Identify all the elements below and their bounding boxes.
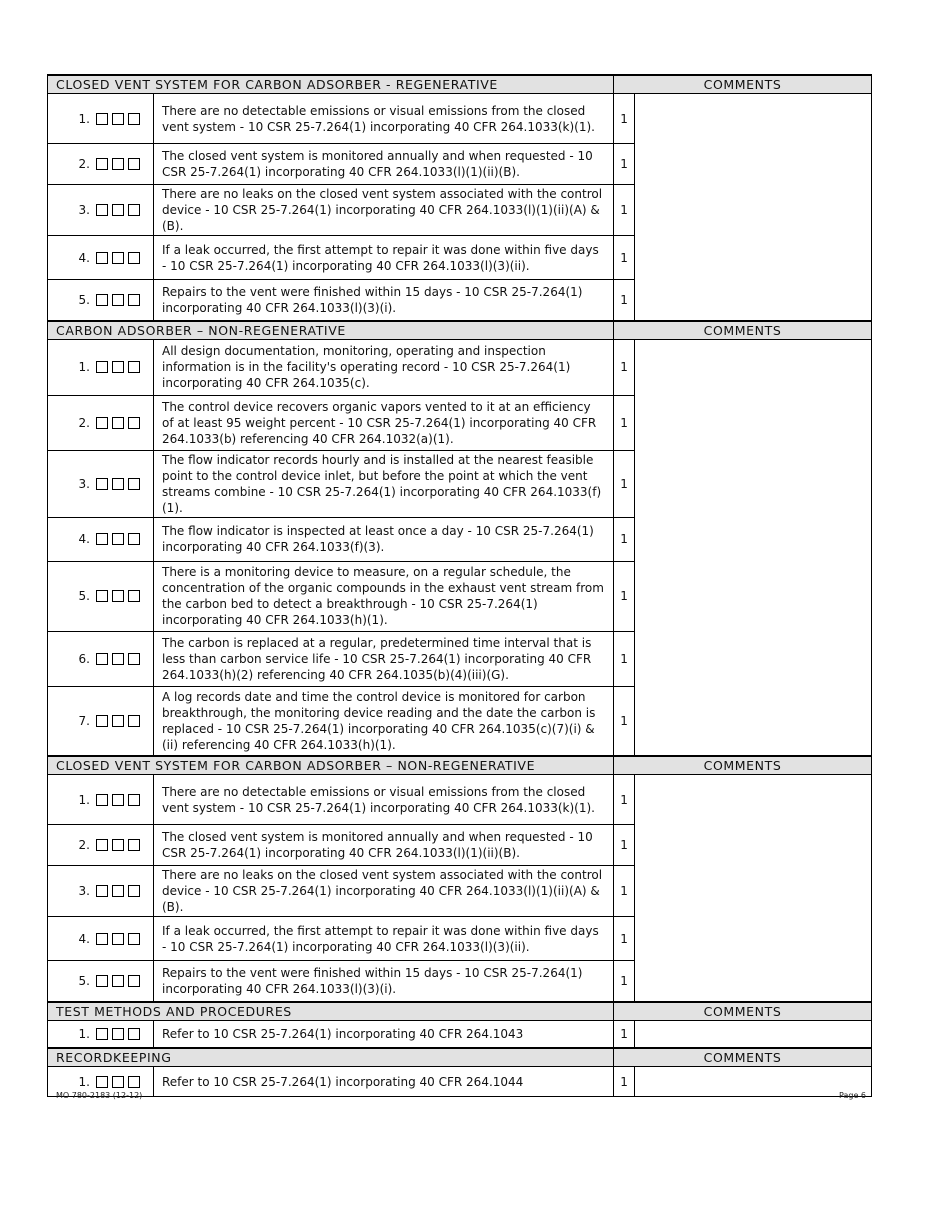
item-number: 1. <box>78 792 90 807</box>
checkbox-no[interactable] <box>112 533 124 545</box>
checklist-table <box>47 74 872 1097</box>
item-number: 5. <box>78 292 90 307</box>
item-number-cell <box>48 280 154 321</box>
checkbox-no[interactable] <box>112 294 124 306</box>
form-number: MO 780-2183 (12-12) <box>56 1091 143 1100</box>
item-number-cell <box>48 631 154 686</box>
requirement-text: There are no detectable emissions or visual emissions from the closed vent system - 10 CSR 25-7.264(1) incorporating 40 CFR 264.1033(k)(1). <box>154 94 614 144</box>
checkbox-na[interactable] <box>128 204 140 216</box>
item-number: 4. <box>78 250 90 265</box>
checkbox-no[interactable] <box>112 417 124 429</box>
item-number-cell <box>48 825 154 866</box>
item-score: 1 <box>614 917 635 961</box>
section-header <box>48 321 872 340</box>
requirement-text: The closed vent system is monitored annually and when requested - 10 CSR 25-7.264(1) incorporating 40 CFR 264.1033(l)(1)(ii)(B). <box>154 144 614 185</box>
checkbox-yes[interactable] <box>96 113 108 125</box>
item-number-cell <box>48 94 154 144</box>
item-score: 1 <box>614 236 635 280</box>
checkbox-yes[interactable] <box>96 204 108 216</box>
checkbox-yes[interactable] <box>96 252 108 264</box>
item-number: 1. <box>78 1026 90 1041</box>
requirement-text: Repairs to the vent were finished within 15 days - 10 CSR 25-7.264(1) incorporating 40 CFR 264.1033(l)(3)(i). <box>154 961 614 1002</box>
checkbox-na[interactable] <box>128 1028 140 1040</box>
requirement-text: There are no detectable emissions or visual emissions from the closed vent system - 10 CSR 25-7.264(1) incorporating 40 CFR 264.1033(k)(1). <box>154 775 614 825</box>
item-number-cell <box>48 1020 154 1048</box>
item-number: 1. <box>78 111 90 126</box>
item-number-cell <box>48 236 154 280</box>
checkbox-na[interactable] <box>128 417 140 429</box>
checkbox-no[interactable] <box>112 715 124 727</box>
checkbox-no[interactable] <box>112 1028 124 1040</box>
requirement-text: The carbon is replaced at a regular, predetermined time interval that is less than carbon service life - 10 CSR 25-7.264(1) incorporating 40 CFR 264.1033(h)(2) referencing 40 CFR 264.1035(b)(4)(iii)(G). <box>154 631 614 686</box>
requirement-text: There is a monitoring device to measure, on a regular schedule, the concentration of the organic compounds in the exhaust vent stream from the carbon bed to detect a breakthrough - 10 CSR 25-7.264(1) incorporating 40 CFR 264.1033(h)(1). <box>154 561 614 631</box>
item-number-cell <box>48 395 154 450</box>
checkbox-yes[interactable] <box>96 590 108 602</box>
item-number-cell <box>48 866 154 917</box>
checkbox-na[interactable] <box>128 1076 140 1088</box>
checkbox-yes[interactable] <box>96 933 108 945</box>
checkbox-na[interactable] <box>128 361 140 373</box>
item-number: 3. <box>78 476 90 491</box>
item-number: 4. <box>78 931 90 946</box>
comments-header: COMMENTS <box>614 1048 872 1067</box>
checkbox-na[interactable] <box>128 839 140 851</box>
item-number-cell <box>48 517 154 561</box>
section-title: CLOSED VENT SYSTEM FOR CARBON ADSORBER - REGENERATIVE <box>48 75 614 94</box>
requirement-text: Refer to 10 CSR 25-7.264(1) incorporating 40 CFR 264.1043 <box>154 1020 614 1048</box>
comments-header: COMMENTS <box>614 75 872 94</box>
checkbox-yes[interactable] <box>96 839 108 851</box>
checkbox-na[interactable] <box>128 533 140 545</box>
requirement-text: If a leak occurred, the first attempt to repair it was done within five days - 10 CSR 25-7.264(1) incorporating 40 CFR 264.1033(l)(3)(ii). <box>154 917 614 961</box>
requirement-text: The closed vent system is monitored annually and when requested - 10 CSR 25-7.264(1) incorporating 40 CFR 264.1033(l)(1)(ii)(B). <box>154 825 614 866</box>
checkbox-no[interactable] <box>112 975 124 987</box>
requirement-text: If a leak occurred, the first attempt to repair it was done within five days - 10 CSR 25-7.264(1) incorporating 40 CFR 264.1033(l)(3)(ii). <box>154 236 614 280</box>
item-number: 2. <box>78 415 90 430</box>
item-number: 1. <box>78 360 90 374</box>
item-number: 3. <box>78 884 90 898</box>
item-number-cell <box>48 144 154 185</box>
checkbox-yes[interactable] <box>96 653 108 665</box>
checkbox-yes[interactable] <box>96 478 108 490</box>
checkbox-yes[interactable] <box>96 294 108 306</box>
item-score: 1 <box>614 866 635 917</box>
requirement-text: The flow indicator is inspected at least once a day - 10 CSR 25-7.264(1) incorporating 40 CFR 264.1033(f)(3). <box>154 517 614 561</box>
item-number: 5. <box>78 589 90 603</box>
item-number-cell <box>48 561 154 631</box>
checkbox-no[interactable] <box>112 1076 124 1088</box>
item-number: 1. <box>78 1074 90 1089</box>
checkbox-no[interactable] <box>112 885 124 897</box>
item-number-cell <box>48 185 154 236</box>
checkbox-no[interactable] <box>112 590 124 602</box>
checkbox-na[interactable] <box>128 478 140 490</box>
item-score: 1 <box>614 395 635 450</box>
checkbox-no[interactable] <box>112 158 124 170</box>
inspection-form <box>47 74 871 1097</box>
requirement-text: There are no leaks on the closed vent system associated with the control device - 10 CSR 25-7.264(1) incorporating 40 CFR 264.1033(l)(1)(ii)(A) & (B). <box>154 866 614 917</box>
requirement-text: The control device recovers organic vapors vented to it at an efficiency of at least 95 weight percent - 10 CSR 25-7.264(1) incorporating 40 CFR 264.1033(b) referencing 40 CFR 264.1032(a)(1). <box>154 395 614 450</box>
item-number: 6. <box>78 651 90 666</box>
item-number-cell <box>48 775 154 825</box>
checkbox-yes[interactable] <box>96 715 108 727</box>
comments-field[interactable] <box>635 1067 872 1097</box>
comments-field[interactable] <box>635 1020 872 1048</box>
item-score: 1 <box>614 561 635 631</box>
checkbox-yes[interactable] <box>96 885 108 897</box>
checkbox-na[interactable] <box>128 975 140 987</box>
checkbox-no[interactable] <box>112 113 124 125</box>
checkbox-yes[interactable] <box>96 794 108 806</box>
checkbox-yes[interactable] <box>96 361 108 373</box>
checklist-row <box>48 339 872 395</box>
page-number: Page 6 <box>839 1091 866 1100</box>
item-score: 1 <box>614 94 635 144</box>
item-number: 3. <box>78 203 90 217</box>
item-number: 2. <box>78 838 90 852</box>
requirement-text: The flow indicator records hourly and is installed at the nearest feasible point to the control device inlet, but before the point at which the vent streams combine - 10 CSR 25-7.264(1) incorporating 40 CFR 264.1033(f)(1). <box>154 450 614 517</box>
checkbox-yes[interactable] <box>96 533 108 545</box>
comments-field[interactable] <box>635 775 872 1002</box>
comments-field[interactable] <box>635 94 872 321</box>
checkbox-na[interactable] <box>128 653 140 665</box>
checkbox-yes[interactable] <box>96 975 108 987</box>
item-score: 1 <box>614 450 635 517</box>
item-number-cell <box>48 961 154 1002</box>
section-title: TEST METHODS AND PROCEDURES <box>48 1002 614 1021</box>
checkbox-no[interactable] <box>112 794 124 806</box>
comments-header: COMMENTS <box>614 1002 872 1021</box>
item-score: 1 <box>614 280 635 321</box>
checklist-row <box>48 1020 872 1048</box>
item-score: 1 <box>614 185 635 236</box>
checkbox-yes[interactable] <box>96 158 108 170</box>
item-score: 1 <box>614 686 635 756</box>
item-number: 2. <box>78 157 90 171</box>
item-score: 1 <box>614 144 635 185</box>
item-number-cell <box>48 917 154 961</box>
comments-field[interactable] <box>635 339 872 756</box>
checklist-row <box>48 1067 872 1097</box>
item-number-cell <box>48 450 154 517</box>
checkbox-na[interactable] <box>128 794 140 806</box>
checkbox-na[interactable] <box>128 252 140 264</box>
item-score: 1 <box>614 1020 635 1048</box>
checkbox-no[interactable] <box>112 653 124 665</box>
comments-header: COMMENTS <box>614 756 872 775</box>
checkbox-na[interactable] <box>128 294 140 306</box>
item-score: 1 <box>614 517 635 561</box>
section-header <box>48 756 872 775</box>
item-number-cell <box>48 339 154 395</box>
checkbox-no[interactable] <box>112 252 124 264</box>
checkbox-no[interactable] <box>112 839 124 851</box>
item-score: 1 <box>614 825 635 866</box>
checkbox-no[interactable] <box>112 478 124 490</box>
section-title: CARBON ADSORBER – NON-REGENERATIVE <box>48 321 614 340</box>
checkbox-na[interactable] <box>128 715 140 727</box>
item-score: 1 <box>614 775 635 825</box>
section-title: CLOSED VENT SYSTEM FOR CARBON ADSORBER – NON-REGENERATIVE <box>48 756 614 775</box>
item-score: 1 <box>614 1067 635 1097</box>
requirement-text: Refer to 10 CSR 25-7.264(1) incorporating 40 CFR 264.1044 <box>154 1067 614 1097</box>
checkbox-na[interactable] <box>128 933 140 945</box>
checkbox-na[interactable] <box>128 590 140 602</box>
checkbox-no[interactable] <box>112 361 124 373</box>
requirement-text: A log records date and time the control device is monitored for carbon breakthrough, the monitoring device reading and the date the carbon is replaced - 10 CSR 25-7.264(1) incorporating 40 CFR 264.1035(c)(7)(i) & (ii) referencing 40 CFR 264.1033(h)(1). <box>154 686 614 756</box>
checklist-row <box>48 775 872 825</box>
section-title: RECORDKEEPING <box>48 1048 614 1067</box>
item-number-cell <box>48 686 154 756</box>
checklist-row <box>48 94 872 144</box>
checkbox-yes[interactable] <box>96 417 108 429</box>
item-number: 7. <box>78 713 90 728</box>
checkbox-yes[interactable] <box>96 1028 108 1040</box>
section-header <box>48 75 872 94</box>
checkbox-na[interactable] <box>128 158 140 170</box>
requirement-text: Repairs to the vent were finished within 15 days - 10 CSR 25-7.264(1) incorporating 40 CFR 264.1033(l)(3)(i). <box>154 280 614 321</box>
checkbox-no[interactable] <box>112 204 124 216</box>
requirement-text: There are no leaks on the closed vent system associated with the control device - 10 CSR 25-7.264(1) incorporating 40 CFR 264.1033(l)(1)(ii)(A) & (B). <box>154 185 614 236</box>
item-score: 1 <box>614 339 635 395</box>
item-score: 1 <box>614 961 635 1002</box>
item-number: 4. <box>78 532 90 546</box>
checkbox-yes[interactable] <box>96 1076 108 1088</box>
checkbox-na[interactable] <box>128 113 140 125</box>
section-header <box>48 1048 872 1067</box>
section-header <box>48 1002 872 1021</box>
item-number: 5. <box>78 973 90 988</box>
requirement-text: All design documentation, monitoring, operating and inspection information is in the facility's operating record - 10 CSR 25-7.264(1) incorporating 40 CFR 264.1035(c). <box>154 339 614 395</box>
comments-header: COMMENTS <box>614 321 872 340</box>
item-score: 1 <box>614 631 635 686</box>
checkbox-na[interactable] <box>128 885 140 897</box>
checkbox-no[interactable] <box>112 933 124 945</box>
